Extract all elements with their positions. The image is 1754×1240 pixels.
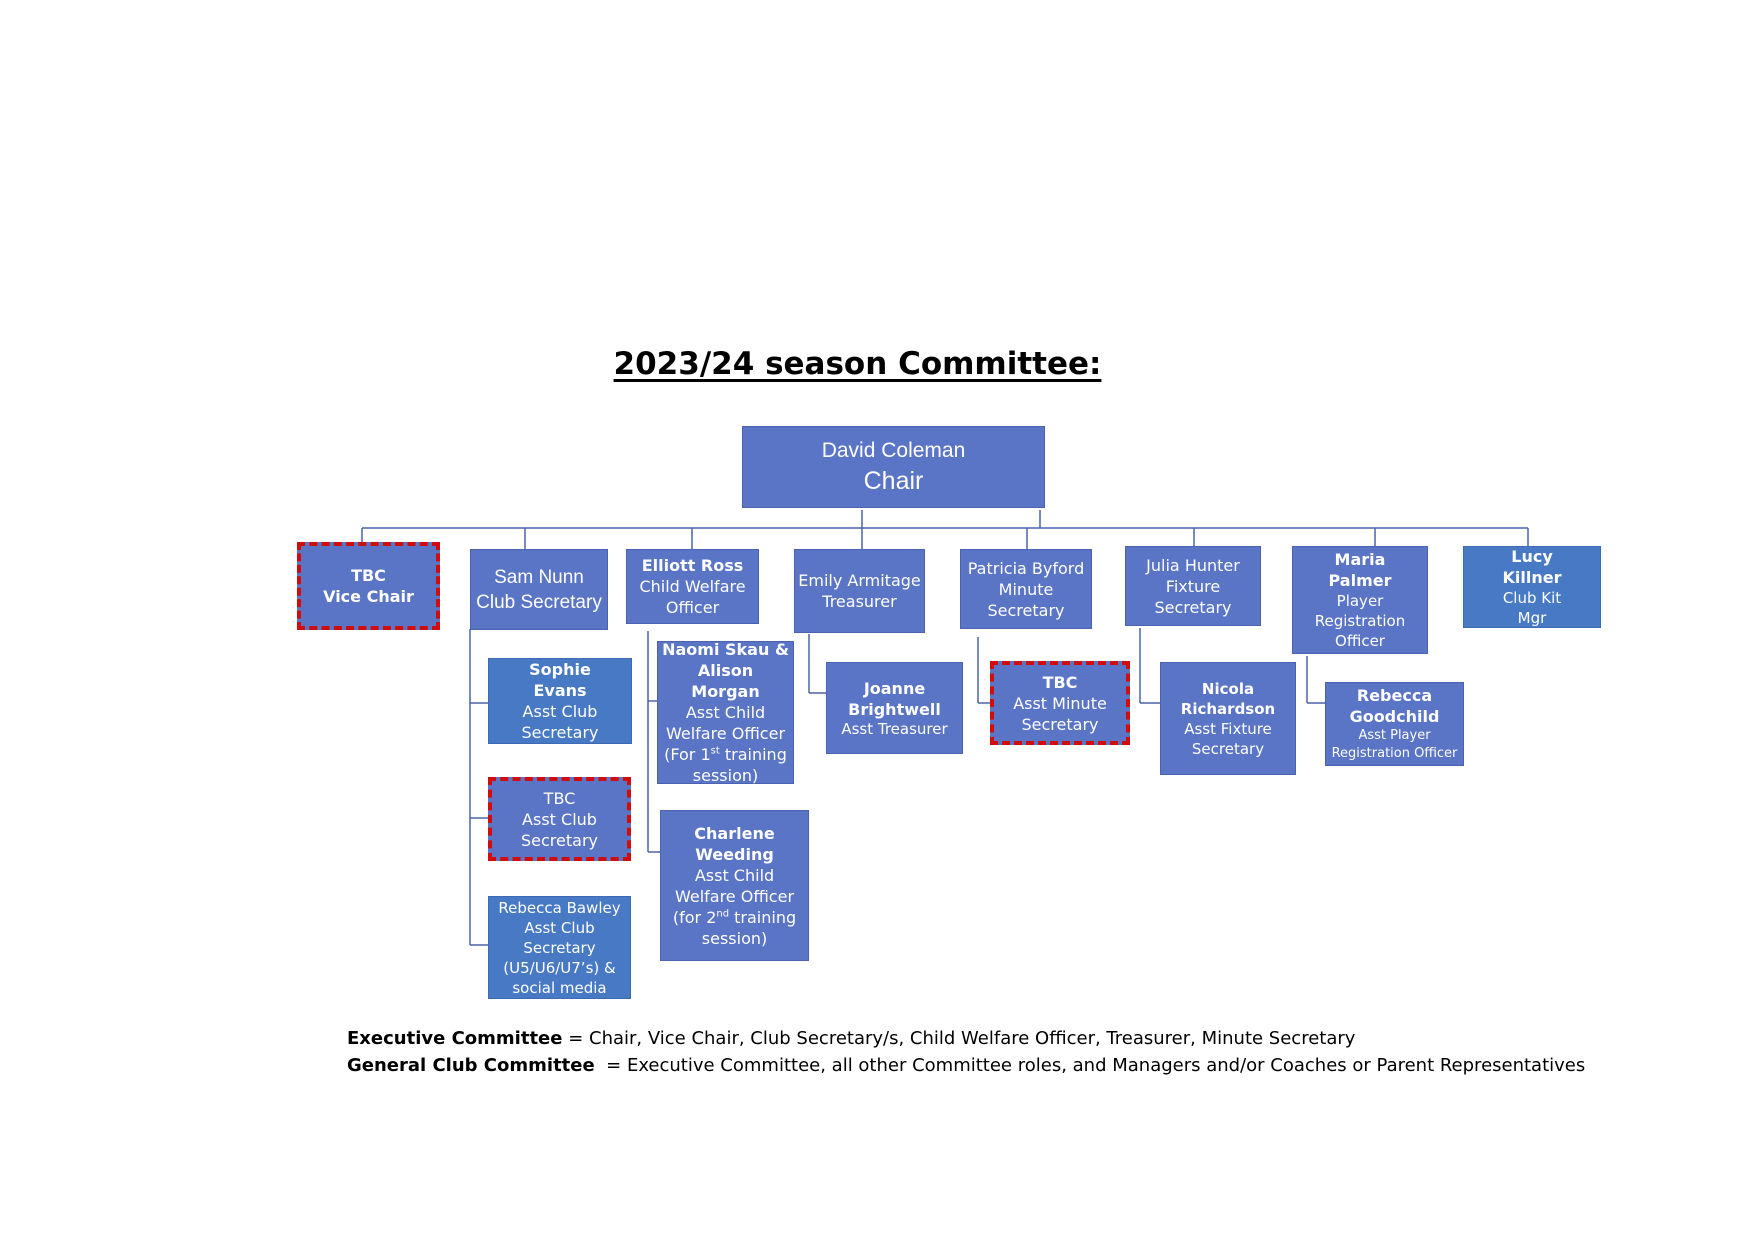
asst-fixture-box (1160, 662, 1296, 775)
legend-general-text: = Executive Committee, all other Committee roles, and Managers and/or Coaches or Parent Representatives (594, 1055, 1586, 1076)
legend-executive (347, 1025, 1585, 1052)
treasurer-name: Emily Armitage (798, 571, 921, 590)
minute-secretary-name: Patricia Byford (967, 558, 1085, 578)
legend-general-label: General Club Committee (347, 1055, 595, 1076)
asst-secretary-rebecca-role: Asst Club Secretary (U5/U6/U7’s) & social media (503, 918, 616, 997)
child-welfare-role: Child Welfare Officer (639, 577, 746, 617)
legend (347, 1025, 1585, 1079)
asst-welfare-naomi-name: Naomi Skau & Alison Morgan (662, 640, 789, 701)
asst-secretary-tbc-box (488, 777, 631, 861)
asst-treasurer-name: Joanne Brightwell (848, 679, 941, 719)
club-kit-name: Lucy Killner (1502, 547, 1562, 587)
club-kit-box (1463, 546, 1601, 628)
vice-chair-role: Vice Chair (323, 587, 414, 606)
player-registration-role: Player Registration Officer (1314, 592, 1406, 650)
chair-role: Chair (863, 467, 924, 495)
chair-box (742, 426, 1045, 508)
asst-welfare-naomi-role: Asst Child Welfare Officer (For 1st training session) (664, 703, 787, 785)
page-title: 2023/24 season Committee: (613, 346, 1102, 382)
asst-minute-box (990, 661, 1130, 745)
asst-treasurer-box (826, 662, 963, 754)
asst-player-reg-box (1325, 682, 1464, 766)
asst-treasurer-role: Asst Treasurer (841, 720, 948, 738)
child-welfare-name: Elliott Ross (641, 556, 744, 575)
asst-fixture-role: Asst Fixture Secretary (1184, 719, 1272, 758)
asst-welfare-naomi-box (657, 641, 794, 784)
minute-secretary-role: Minute Secretary (987, 579, 1065, 620)
vice-chair-name: TBC (351, 566, 386, 585)
minute-secretary-box (960, 549, 1092, 629)
asst-secretary-tbc-name: TBC (543, 788, 576, 808)
child-welfare-box (626, 549, 759, 624)
fixture-secretary-box (1125, 546, 1261, 626)
asst-secretary-rebecca-box (488, 896, 631, 999)
club-secretary-box (470, 549, 608, 630)
fixture-secretary-role: Fixture Secretary (1154, 576, 1232, 617)
asst-secretary-rebecca-name: Rebecca Bawley (498, 898, 621, 917)
asst-secretary-sophie-role: Asst Club Secretary (521, 702, 599, 742)
asst-fixture-name: Nicola Richardson (1180, 679, 1276, 718)
asst-secretary-sophie-name: Sophie Evans (529, 660, 591, 700)
club-secretary-role: Club Secretary (476, 591, 602, 613)
asst-welfare-charlene-name: Charlene Weeding (694, 823, 775, 864)
treasurer-box (794, 549, 925, 633)
legend-executive-text: = Chair, Vice Chair, Club Secretary/s, Child Welfare Officer, Treasurer, Minute Secretary (562, 1028, 1356, 1049)
legend-general (347, 1052, 1585, 1079)
vice-chair-box (297, 542, 440, 630)
asst-player-reg-role: Asst Player Registration Officer (1331, 728, 1458, 761)
asst-secretary-tbc-role: Asst Club Secretary (521, 809, 598, 850)
club-kit-role: Club Kit Mgr (1502, 589, 1562, 627)
asst-minute-name: TBC (1042, 672, 1078, 692)
legend-executive-label: Executive Committee (347, 1028, 563, 1049)
fixture-secretary-name: Julia Hunter (1146, 555, 1240, 575)
asst-welfare-charlene-box (660, 810, 809, 961)
treasurer-role: Treasurer (822, 592, 897, 611)
asst-minute-role: Asst Minute Secretary (1013, 693, 1107, 734)
asst-welfare-charlene-role: Asst Child Welfare Officer (for 2nd training session) (672, 865, 797, 948)
player-registration-name: Maria Palmer (1328, 550, 1392, 590)
asst-player-reg-name: Rebecca Goodchild (1349, 686, 1440, 726)
asst-secretary-sophie-box (488, 658, 632, 744)
chair-name: David Coleman (821, 439, 966, 462)
club-secretary-name: Sam Nunn (494, 566, 584, 588)
player-registration-box (1292, 546, 1428, 654)
